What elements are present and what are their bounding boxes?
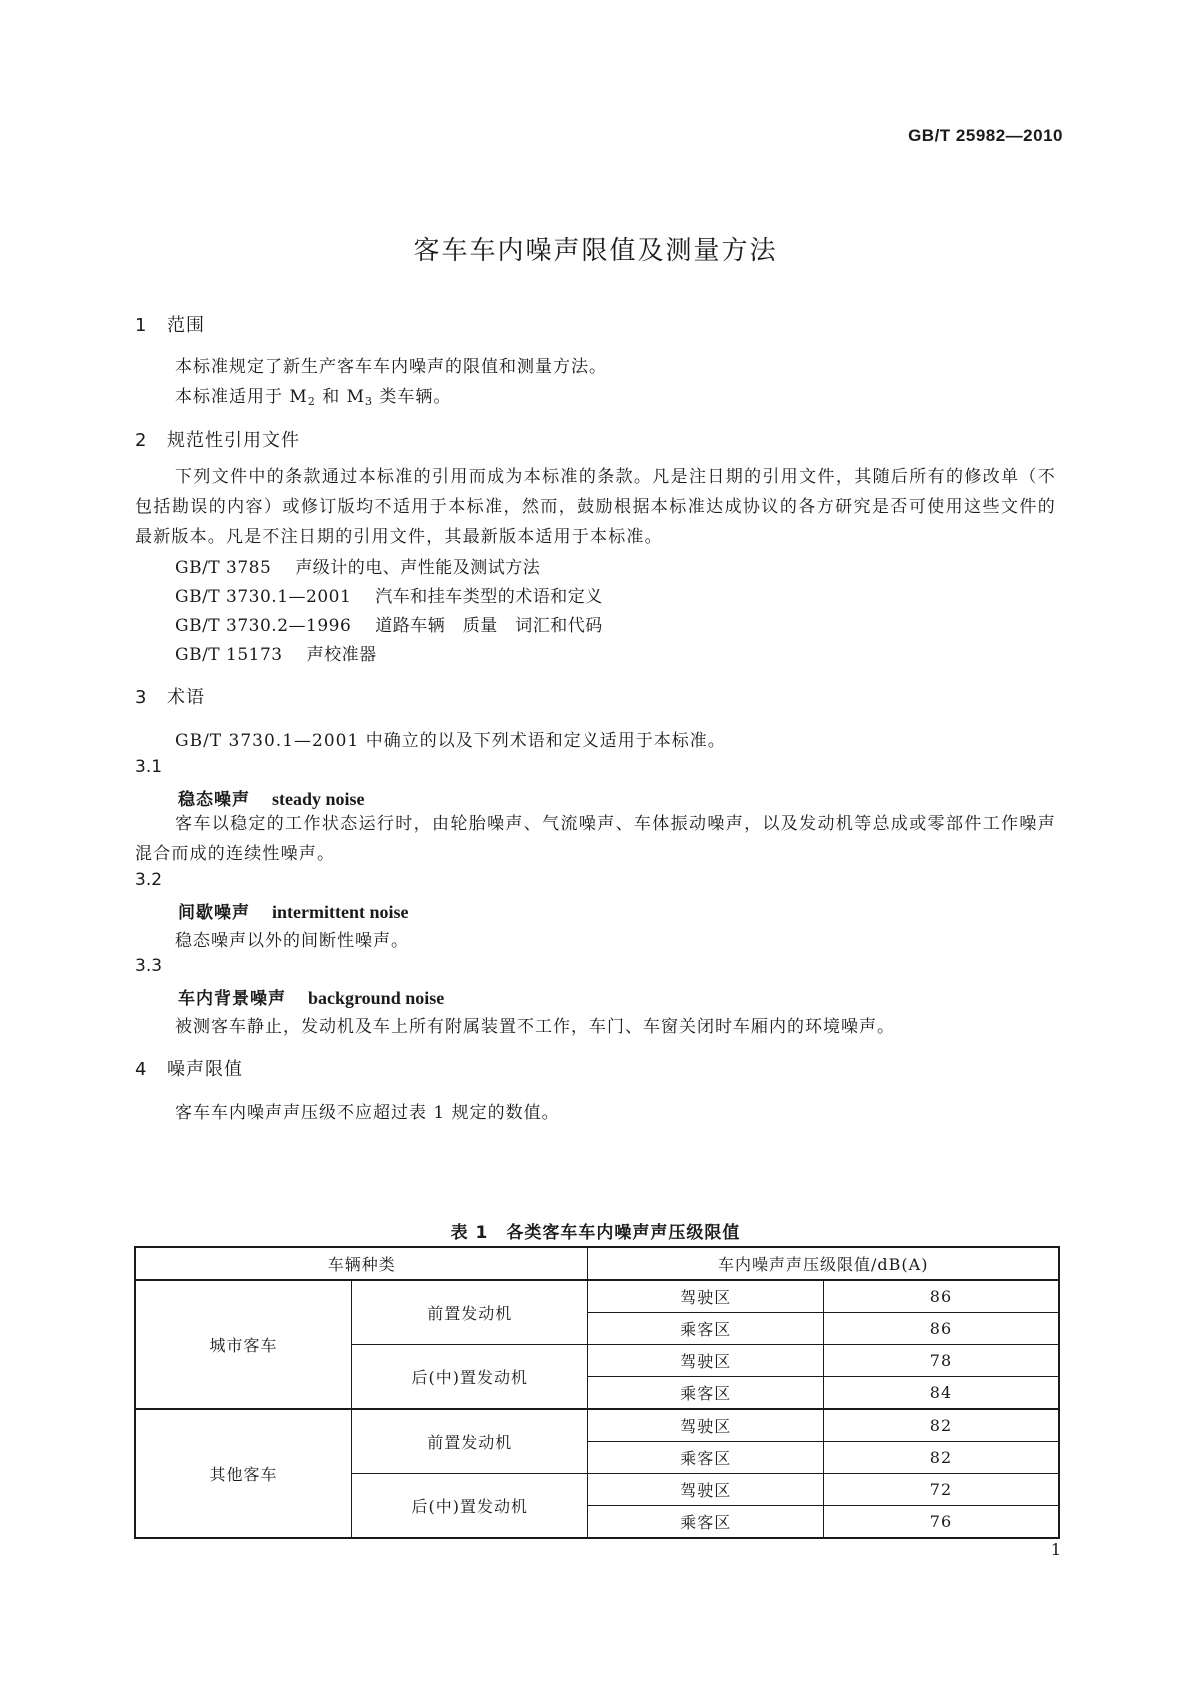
value-cell: 76 — [823, 1506, 1059, 1539]
term-number: 3.3 — [135, 956, 163, 976]
scope-text-mid: 和 M — [315, 387, 366, 407]
term-zh: 车内背景噪声 — [178, 989, 286, 1009]
reference-code: GB/T 3730.2—1996 — [175, 616, 352, 636]
section-title: 噪声限值 — [167, 1059, 243, 1080]
section-number: 4 — [135, 1059, 148, 1080]
reference-item — [175, 640, 377, 665]
term-heading — [178, 785, 365, 810]
engine-position-cell: 后(中)置发动机 — [352, 1474, 588, 1539]
value-cell: 86 — [823, 1313, 1059, 1345]
section-4-heading — [135, 1055, 243, 1081]
reference-title: 道路车辆 质量 词汇和代码 — [375, 616, 603, 636]
reference-title: 汽车和挂车类型的术语和定义 — [375, 587, 603, 607]
term-definition: 客车以稳定的工作状态运行时，由轮胎噪声、气流噪声、车体振动噪声，以及发动机等总成或零部件工作噪声混合而成的连续性噪声。 — [135, 814, 1056, 864]
zone-cell: 驾驶区 — [588, 1474, 823, 1506]
section-3-heading — [135, 683, 205, 709]
zone-cell: 驾驶区 — [588, 1409, 823, 1442]
noise-limit-table — [134, 1246, 1060, 1539]
term-definition: 稳态噪声以外的间断性噪声。 — [175, 931, 409, 951]
document-title: 客车车内噪声限值及测量方法 — [413, 236, 778, 266]
section-number: 3 — [135, 687, 148, 708]
table-row — [135, 1280, 1059, 1313]
section-1-heading — [135, 311, 205, 337]
engine-position-cell: 前置发动机 — [352, 1280, 588, 1345]
engine-position-cell: 后(中)置发动机 — [352, 1345, 588, 1410]
header-noise-limit: 车内噪声声压级限值/dB(A) — [588, 1247, 1059, 1280]
value-cell: 84 — [823, 1377, 1059, 1410]
term-number: 3.2 — [135, 870, 163, 890]
reference-code: GB/T 15173 — [175, 645, 283, 665]
table-header-row — [135, 1247, 1059, 1280]
section-title: 规范性引用文件 — [167, 430, 300, 451]
section-number: 1 — [135, 315, 148, 336]
limits-intro: 客车车内噪声声压级不应超过表 1 规定的数值。 — [175, 1103, 560, 1123]
term-number: 3.1 — [135, 757, 163, 777]
reference-item — [175, 553, 540, 578]
value-cell: 72 — [823, 1474, 1059, 1506]
section-2-heading — [135, 426, 300, 452]
vehicle-category-cell: 其他客车 — [135, 1409, 352, 1538]
zone-cell: 乘客区 — [588, 1442, 823, 1474]
section-title: 范围 — [167, 315, 205, 336]
value-cell: 82 — [823, 1409, 1059, 1442]
zone-cell: 驾驶区 — [588, 1280, 823, 1313]
subscript-3: 3 — [365, 395, 374, 408]
reference-item — [175, 582, 603, 607]
zone-cell: 乘客区 — [588, 1377, 823, 1410]
table-row — [135, 1409, 1059, 1442]
zone-cell: 乘客区 — [588, 1506, 823, 1539]
header-vehicle-type: 车辆种类 — [135, 1247, 588, 1280]
terms-intro: GB/T 3730.1—2001 中确立的以及下列术语和定义适用于本标准。 — [175, 731, 726, 751]
zone-cell: 驾驶区 — [588, 1345, 823, 1377]
normative-references-intro: 下列文件中的条款通过本标准的引用而成为本标准的条款。凡是注日期的引用文件，其随后所有的修改单（不包括勘误的内容）或修订版均不适用于本标准，然而，鼓励根据本标准达成协议的各方研究是否可使用这些文件的最新版本。凡是不注日期的引用文件，其最新版本适用于本标准。 — [135, 467, 1056, 547]
section-number: 2 — [135, 430, 148, 451]
page-number: 1 — [1050, 1540, 1061, 1559]
term-en: intermittent noise — [272, 902, 409, 922]
vehicle-category-cell: 城市客车 — [135, 1280, 352, 1409]
term-zh: 间歇噪声 — [178, 903, 250, 923]
term-en: steady noise — [272, 789, 365, 809]
value-cell: 86 — [823, 1280, 1059, 1313]
reference-title: 声校准器 — [306, 645, 377, 665]
section-title: 术语 — [167, 687, 205, 708]
scope-text-post: 类车辆。 — [373, 387, 452, 407]
reference-code: GB/T 3730.1—2001 — [175, 587, 352, 607]
standard-number: GB/T 25982—2010 — [908, 126, 1063, 145]
scope-paragraph-1: 本标准规定了新生产客车车内噪声的限值和测量方法。 — [175, 357, 607, 377]
engine-position-cell: 前置发动机 — [352, 1409, 588, 1474]
term-en: background noise — [308, 988, 445, 1008]
reference-item — [175, 611, 603, 636]
subscript-2: 2 — [307, 395, 316, 408]
value-cell: 82 — [823, 1442, 1059, 1474]
term-definition: 被测客车静止，发动机及车上所有附属装置不工作，车门、车窗关闭时车厢内的环境噪声。 — [175, 1017, 895, 1037]
term-zh: 稳态噪声 — [178, 790, 250, 810]
reference-title: 声级计的电、声性能及测试方法 — [295, 558, 541, 578]
term-heading — [178, 898, 408, 923]
value-cell: 78 — [823, 1345, 1059, 1377]
scope-text-pre: 本标准适用于 M — [175, 387, 308, 407]
term-heading — [178, 984, 444, 1009]
table-caption: 表 1 各类客车车内噪声声压级限值 — [450, 1223, 741, 1243]
scope-paragraph-2 — [175, 382, 451, 408]
zone-cell: 乘客区 — [588, 1313, 823, 1345]
reference-code: GB/T 3785 — [175, 558, 272, 578]
